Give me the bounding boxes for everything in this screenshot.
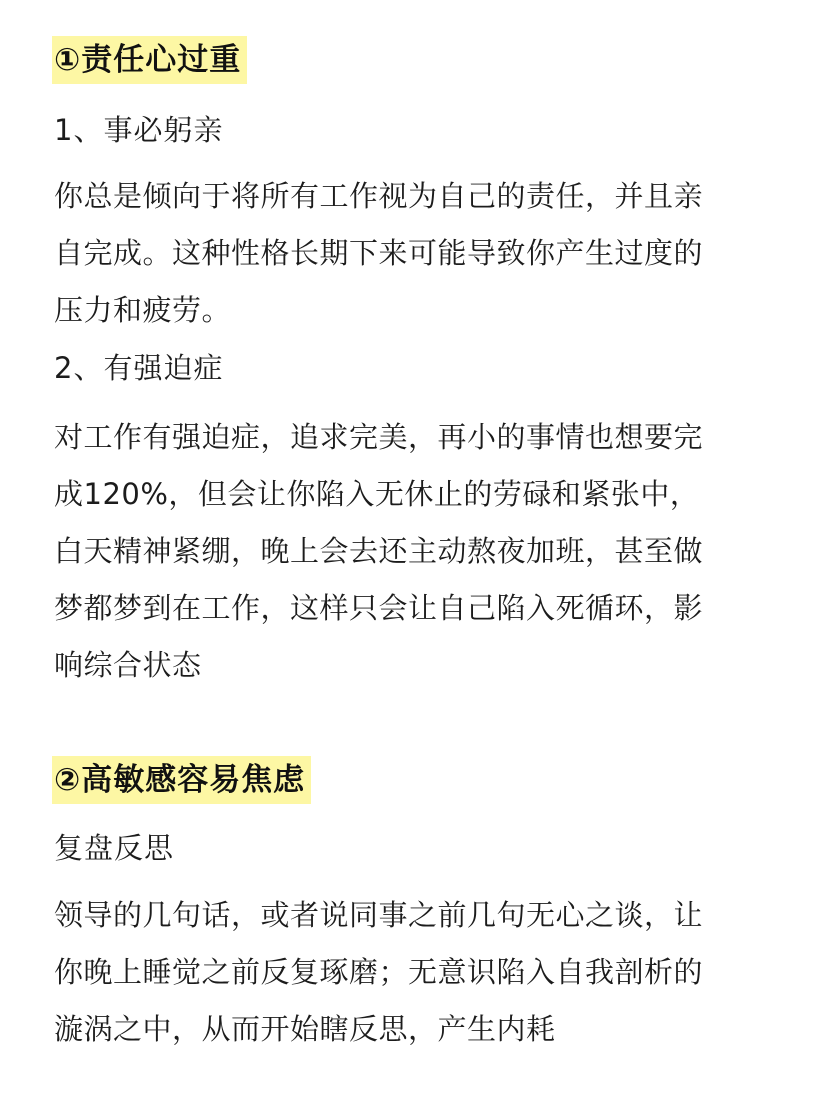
paragraph-line: 成120%，但会让你陷入无休止的劳碌和紧张中， [54,477,700,511]
section-2-subheading-1: 复盘反思 [54,831,175,865]
paragraph-line: 漩涡之中，从而开始瞎反思，产生内耗 [54,1012,556,1046]
paragraph-line: 压力和疲劳。 [54,293,232,327]
section-1-heading: ①责任心过重 [52,36,247,84]
section-2-paragraph-1 [54,887,774,1058]
paragraph-line: 响综合状态 [54,648,202,682]
section-1-subheading-2: 2、有强迫症 [54,351,224,385]
section-2-heading: ②高敏感容易焦虑 [52,756,311,804]
section-1-paragraph-1 [54,168,774,339]
paragraph-line: 领导的几句话，或者说同事之前几句无心之谈，让 [54,898,704,932]
section-1-paragraph-2 [54,409,774,694]
paragraph-line: 你总是倾向于将所有工作视为自己的责任，并且亲 [54,179,704,213]
paragraph-line: 对工作有强迫症，追求完美，再小的事情也想要完 [54,420,704,454]
paragraph-line: 自完成。这种性格长期下来可能导致你产生过度的 [54,236,704,270]
paragraph-line: 梦都梦到在工作，这样只会让自己陷入死循环，影 [54,591,704,625]
section-1-subheading-1: 1、事必躬亲 [54,113,224,147]
paragraph-line: 你晚上睡觉之前反复琢磨；无意识陷入自我剖析的 [54,955,704,989]
paragraph-line: 白天精神紧绷，晚上会去还主动熬夜加班，甚至做 [54,534,704,568]
